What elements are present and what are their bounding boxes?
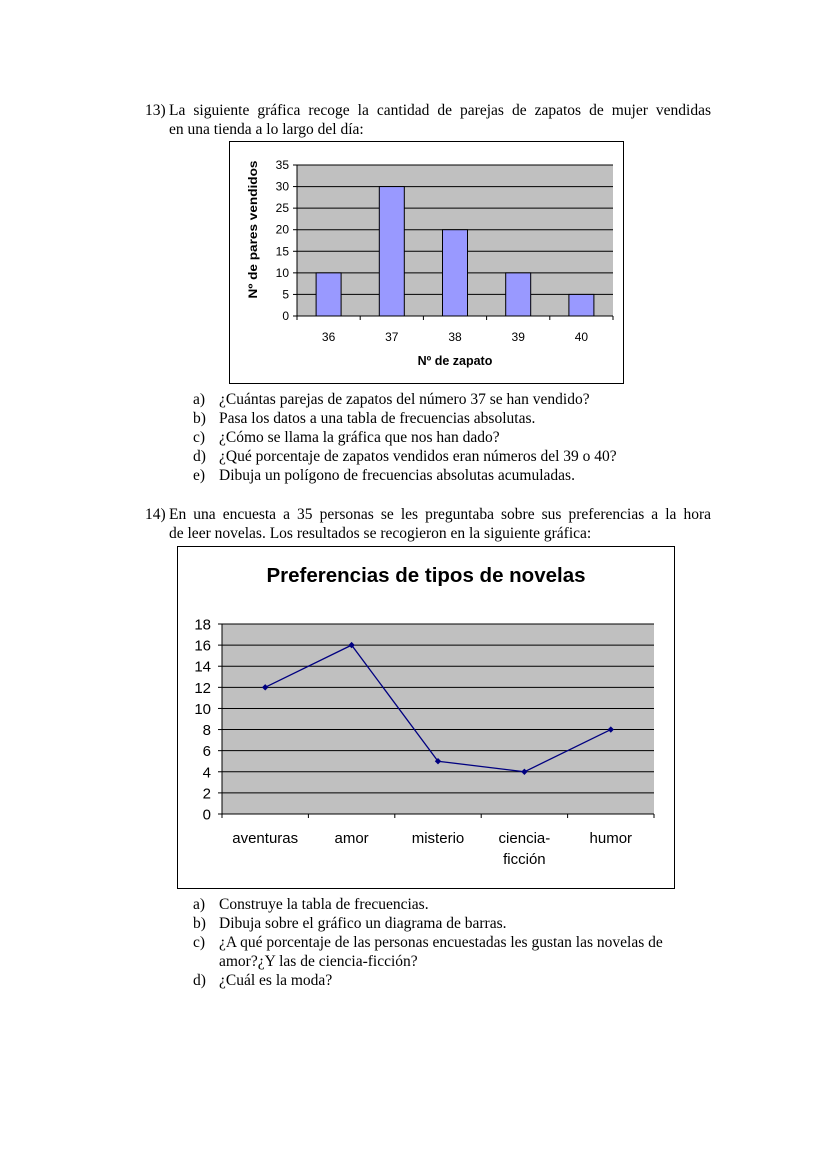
x-axis-title: Nº de zapato: [417, 354, 493, 368]
x-tick-label: aventuras: [232, 830, 299, 847]
item-text: Dibuja sobre el gráfico un diagrama de barras.: [219, 915, 507, 932]
y-tick-label: 25: [275, 201, 289, 216]
y-tick-label: 30: [275, 179, 289, 194]
x-tick-label: 39: [511, 330, 525, 344]
shoe-sales-bar-chart: [230, 142, 623, 383]
question-14-text-line1: En una encuesta a 35 personas se les preguntaba sobre sus preferencias a la hora: [169, 506, 711, 523]
item-letter: a): [193, 896, 206, 913]
y-tick-label: 0: [202, 806, 211, 824]
item-letter: a): [193, 391, 206, 408]
y-tick-label: 20: [275, 222, 289, 237]
y-axis-title: Nº de pares vendidos: [246, 176, 260, 299]
item-letter: b): [193, 410, 206, 427]
bar-38: [443, 230, 468, 316]
x-tick-label: humor: [589, 830, 633, 847]
x-tick-label: 38: [448, 330, 462, 344]
bar-39: [506, 273, 531, 316]
question-13-text-line1: La siguiente gráfica recoge la cantidad de parejas de zapatos de mujer vendidas: [169, 102, 711, 119]
item-text: ¿Cuántas parejas de zapatos del número 37 se han vendido?: [219, 391, 590, 408]
plot-area: [222, 624, 654, 814]
question-13-number: 13): [145, 102, 166, 119]
y-tick-label: 0: [282, 309, 289, 323]
item-text: Pasa los datos a una tabla de frecuencias absolutas.: [219, 410, 536, 427]
y-tick-label: 14: [194, 658, 211, 676]
chart-title: Preferencias de tipos de novelas: [266, 564, 586, 587]
item-letter: d): [193, 448, 206, 465]
item-letter: b): [193, 915, 206, 932]
item-letter: d): [193, 972, 206, 989]
x-tick-label: ficción: [503, 851, 546, 868]
y-tick-label: 16: [194, 637, 211, 655]
question-14-number: 14): [145, 506, 166, 523]
x-tick-label: ciencia-: [498, 830, 551, 847]
item-letter: e): [193, 467, 206, 484]
item-letter: c): [193, 934, 206, 951]
item-text: ¿Cómo se llama la gráfica que nos han dado?: [219, 429, 500, 446]
x-tick-label: 36: [321, 330, 336, 344]
item-text: ¿A qué porcentaje de las personas encuestadas les gustan las novelas de: [219, 934, 663, 951]
y-tick-label: 35: [275, 158, 289, 172]
y-tick-label: 12: [194, 679, 211, 697]
y-tick-label: 6: [202, 743, 211, 761]
question-14-text-line2: de leer novelas. Los resultados se recogieron en la siguiente gráfica:: [169, 525, 592, 542]
y-tick-label: 10: [275, 265, 289, 280]
x-tick-label: amor: [334, 830, 369, 847]
novel-preferences-chart-frame: [177, 546, 675, 889]
item-text: ¿Cuál es la moda?: [219, 972, 333, 989]
y-tick-label: 15: [275, 244, 289, 259]
item-text: Dibuja un polígono de frecuencias absolutas acumuladas.: [219, 467, 575, 484]
bar-37: [379, 187, 404, 316]
item-text: Construye la tabla de frecuencias.: [219, 896, 429, 913]
shoe-sales-chart-frame: [229, 141, 624, 384]
bar-36: [316, 273, 341, 316]
y-tick-label: 10: [194, 700, 211, 718]
item-letter: c): [193, 429, 206, 446]
y-tick-label: 8: [202, 722, 211, 740]
question-13-text-line2: en una tienda a lo largo del día:: [169, 121, 364, 138]
x-tick-label: 40: [574, 330, 589, 344]
item-text-continuation: amor?¿Y las de ciencia-ficción?: [219, 953, 418, 970]
novel-preferences-line-chart: [178, 547, 674, 888]
y-tick-label: 2: [202, 785, 211, 803]
y-tick-label: 5: [282, 287, 289, 302]
bar-40: [569, 294, 594, 316]
y-tick-label: 4: [202, 764, 211, 782]
x-tick-label: 37: [385, 330, 399, 344]
x-tick-label: misterio: [411, 830, 465, 847]
y-tick-label: 18: [194, 616, 211, 634]
item-text: ¿Qué porcentaje de zapatos vendidos eran números del 39 o 40?: [219, 448, 617, 465]
